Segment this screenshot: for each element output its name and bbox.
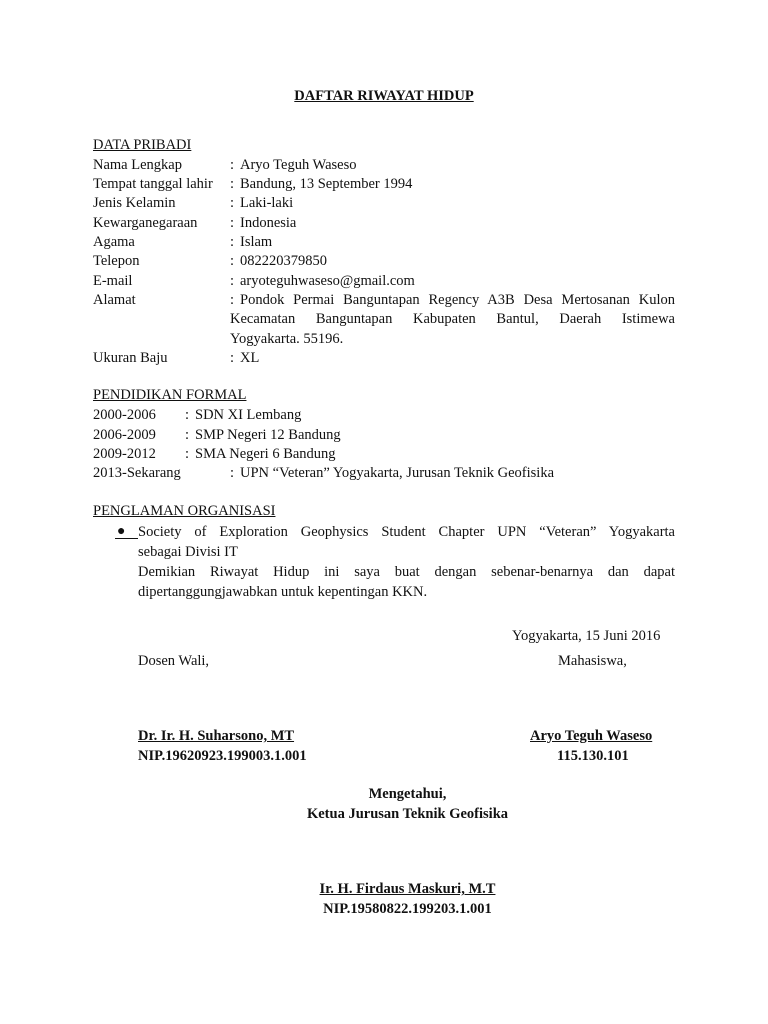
head-signer-name-text: Ir. H. Firdaus Maskuri, M.T <box>319 881 496 897</box>
address-value <box>240 291 675 311</box>
field-label: Kewarganegaraan <box>93 215 198 231</box>
field-label: E-mail <box>93 273 133 289</box>
education-school: UPN “Veteran” Yogyakarta, Jurusan Teknik Geofisika <box>240 465 555 481</box>
field-label: Nama Lengkap <box>93 157 182 173</box>
address-value-cont <box>230 310 675 349</box>
field-value: XL <box>240 350 260 366</box>
organization-item <box>138 523 675 562</box>
field-separator: : <box>230 195 235 211</box>
right-signer-name: Aryo Teguh Waseso <box>530 728 653 744</box>
closing-line: Demikian Riwayat Hidup ini saya buat dengan sebenar-benarnya dan dapat <box>138 564 675 580</box>
field-label: Tempat tanggal lahir <box>93 176 213 192</box>
acknowledgement-label: Mengetahui, <box>368 786 447 802</box>
left-signer-name: Dr. Ir. H. Suharsono, MT <box>138 728 295 744</box>
organization-line: sebagai Divisi IT <box>138 543 238 560</box>
field-separator: : <box>185 427 190 443</box>
education-school: SMA Negeri 6 Bandung <box>195 446 336 462</box>
field-separator: : <box>185 446 190 462</box>
field-separator: : <box>230 253 235 269</box>
closing-statement <box>138 563 675 602</box>
field-label: Ukuran Baju <box>93 350 168 366</box>
field-separator: : <box>230 350 235 366</box>
field-separator: : <box>230 465 235 481</box>
field-separator: : <box>230 234 235 250</box>
address-line: Pondok Permai Banguntapan Regency A3B Desa Mertosanan Kulon <box>240 292 675 308</box>
field-separator: : <box>230 176 235 192</box>
field-separator: : <box>230 292 235 308</box>
bullet-icon: ● <box>117 524 126 539</box>
field-value: Bandung, 13 September 1994 <box>240 176 413 192</box>
education-years: 2006-2009 <box>93 427 156 443</box>
field-value: Indonesia <box>240 215 297 231</box>
section-heading-pendidikan: PENDIDIKAN FORMAL <box>93 387 247 403</box>
field-value: 082220379850 <box>240 253 327 269</box>
address-line: Kecamatan Banguntapan Kabupaten Bantul, Daerah Istimewa <box>230 311 675 327</box>
organization-line: Society of Exploration Geophysics Student Chapter UPN “Veteran” Yogyakarta <box>138 524 675 540</box>
address-line: Yogyakarta. 55196. <box>230 330 344 347</box>
education-years: 2013-Sekarang <box>93 465 181 481</box>
closing-line: dipertanggungjawabkan untuk kepentingan KKN. <box>138 583 428 600</box>
bullet-underline <box>115 538 138 539</box>
head-signer-name <box>0 881 768 898</box>
field-separator: : <box>185 407 190 423</box>
education-years: 2000-2006 <box>93 407 156 423</box>
head-signer-id: NIP.19580822.199203.1.001 <box>323 901 492 917</box>
right-signer-id: 115.130.101 <box>557 748 629 764</box>
field-label: Jenis Kelamin <box>93 195 176 211</box>
field-separator: : <box>230 157 235 173</box>
field-label: Alamat <box>93 292 136 308</box>
field-value: Laki-laki <box>240 195 294 211</box>
left-signer-id: NIP.19620923.199003.1.001 <box>138 748 307 764</box>
field-value: Aryo Teguh Waseso <box>240 157 357 173</box>
field-value: aryoteguhwaseso@gmail.com <box>240 273 415 289</box>
education-school: SDN XI Lembang <box>195 407 302 423</box>
section-heading-data-pribadi: DATA PRIBADI <box>93 137 192 153</box>
left-signer-role: Dosen Wali, <box>138 653 210 669</box>
acknowledgement-title: Ketua Jurusan Teknik Geofisika <box>306 806 509 822</box>
section-heading-organisasi: PENGLAMAN ORGANISASI <box>93 503 276 519</box>
right-signer-role: Mahasiswa, <box>558 653 627 669</box>
field-separator: : <box>230 215 235 231</box>
field-label: Telepon <box>93 253 140 269</box>
education-years: 2009-2012 <box>93 446 156 462</box>
field-label: Agama <box>93 234 135 250</box>
field-separator: : <box>230 273 235 289</box>
field-value: Islam <box>240 234 273 250</box>
education-school: SMP Negeri 12 Bandung <box>195 427 341 443</box>
document-title: DAFTAR RIWAYAT HIDUP <box>294 88 474 104</box>
place-date: Yogyakarta, 15 Juni 2016 <box>512 628 661 644</box>
